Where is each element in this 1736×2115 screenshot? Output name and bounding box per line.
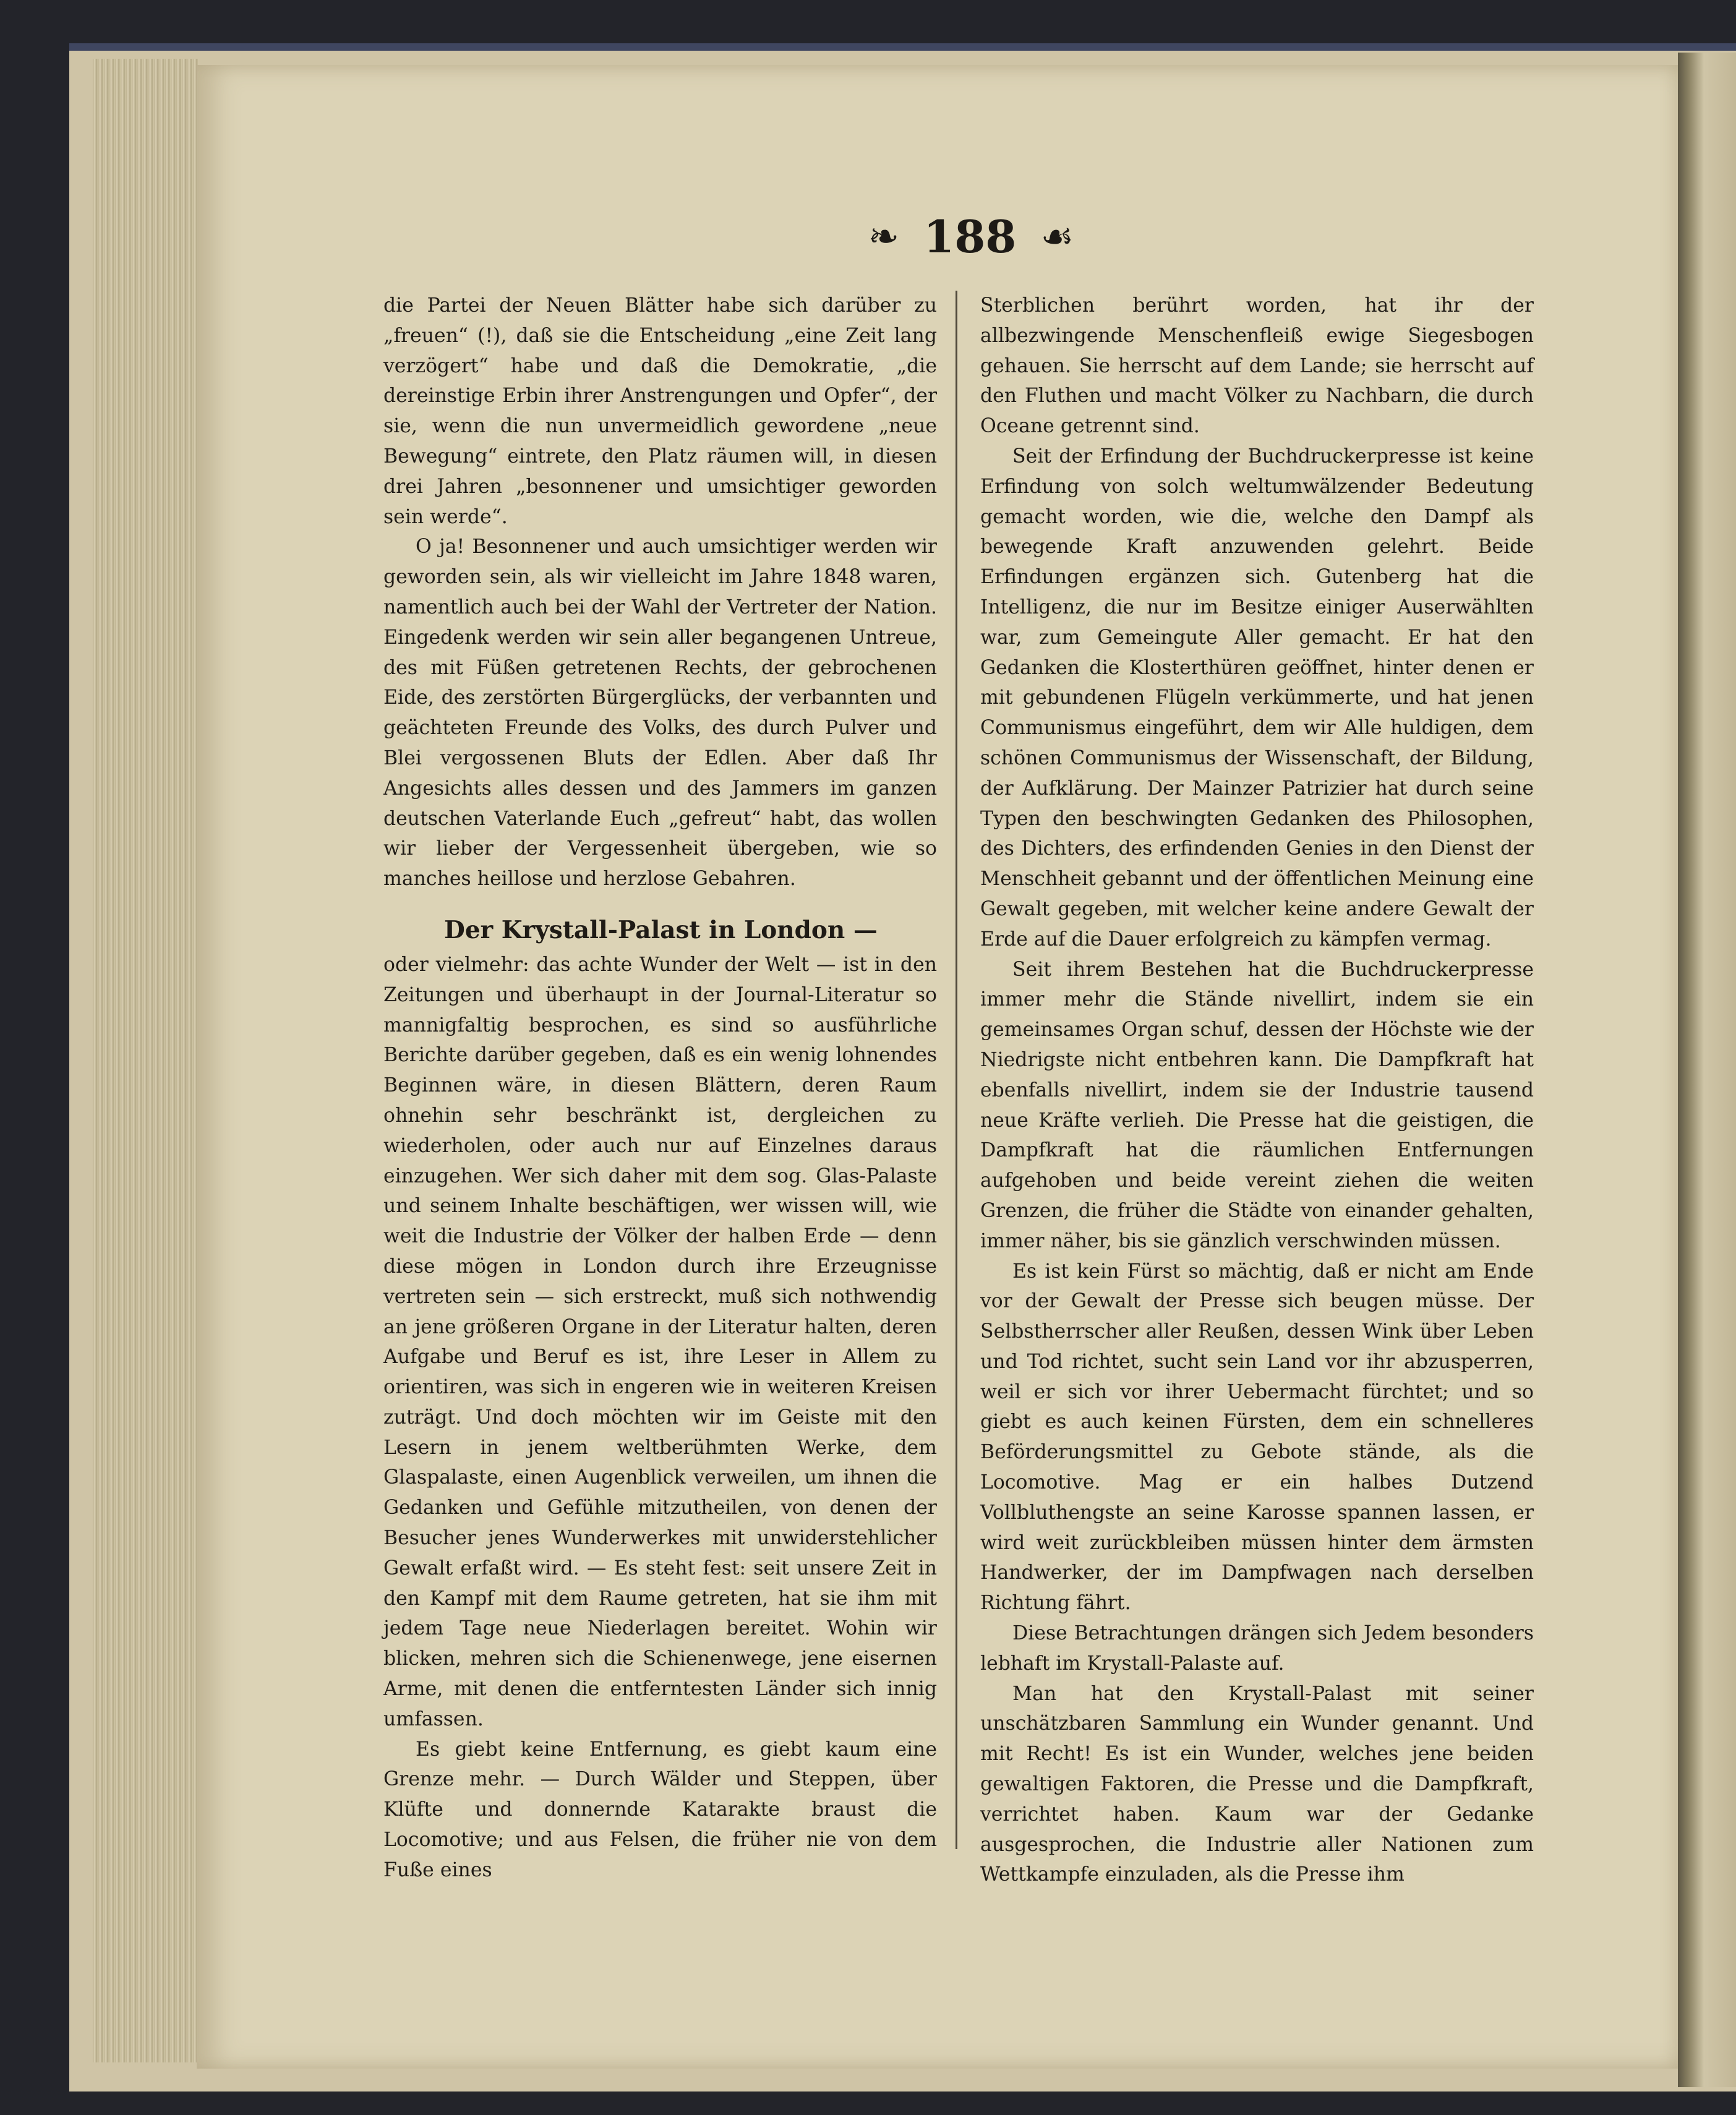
- right-column: [980, 291, 1534, 1890]
- paragraph: Sterblichen berührt worden, hat ihr der allbezwingende Menschenfleiß ewige Siegesbogen gehauen. Sie herrscht auf dem Lande; sie herrscht auf den Fluthen und macht Völker zu Nachbarn, die durch Oceane getrennt sind.: [980, 294, 1534, 438]
- paragraph: die Partei der Neuen Blätter habe sich darüber zu „freuen“ (!), daß sie die Entscheidung „eine Zeit lang verzögert“ habe und daß die Demokratie, „die dereinstige Erbin ihrer Anstrengungen und Opfer“, der sie, wenn die nun unvermeidlich gewordene „neue Bewegung“ eintrete, den Platz räumen will, in diesen drei Jahren „besonnener und umsichtiger geworden sein werde“.: [383, 294, 937, 528]
- paragraph: Es giebt keine Entfernung, es giebt kaum eine Grenze mehr. — Durch Wälder und Steppen, über Klüfte und donnernde Katarakte braust die Locomotive; und aus Felsen, die früher nie von dem Fuße eines: [383, 1738, 937, 1881]
- ornament-right-icon: ☙: [1040, 215, 1074, 258]
- book-gutter: [1678, 53, 1736, 2087]
- page-number: 188: [923, 210, 1017, 263]
- paragraph: Seit der Erfindung der Buchdruckerpresse ist keine Erfindung von solch weltumwälzender Bedeutung gemacht worden, wie die, welche den Dampf als bewegende Kraft anzuwenden gelehrt. Beide Erfindungen ergänzen sich. Gutenberg hat die Intelligenz, die nur im Besitze einiger Auserwählten war, zum Gemeingute Aller gemacht. Er hat den Gedanken die Klosterthüren geöffnet, hinter denen er mit gebundenen Flügeln verkümmerte, und hat jenen Communismus eingeführt, dem wir Alle huldigen, dem schönen Communismus der Wissenschaft, der Bildung, der Aufklärung. Der Mainzer Patrizier hat durch seine Typen den beschwingten Gedanken des Philosophen, des Dichters, des erfindenden Genies in den Dienst der Menschheit gebannt und der öffentlichen Meinung eine Gewalt gegeben, mit welcher keine andere Gewalt der Erde auf die Dauer erfolgreich zu kämpfen vermag.: [980, 445, 1534, 951]
- page-edges: [93, 59, 198, 2062]
- column-divider: [956, 291, 957, 1849]
- paragraph: oder vielmehr: das achte Wunder der Welt — ist in den Zeitungen und überhaupt in der Journal-Literatur so mannigfaltig besprochen, es sind so ausführliche Berichte darüber gegeben, daß es ein wenig lohnendes Beginnen wäre, in diesen Blättern, deren Raum ohnehin sehr beschränkt ist, dergleichen zu wiederholen, oder auch nur auf Einzelnes daraus einzugehen. Wer sich daher mit dem sog. Glas-Palaste und seinem Inhalte beschäftigen, wer wissen will, wie weit die Industrie der Völker der halben Erde — denn diese mögen in London durch ihre Erzeugnisse vertreten sein — sich erstreckt, muß sich nothwendig an jene größeren Organe in der Literatur halten, deren Aufgabe und Beruf es ist, ihre Leser in Allem zu orientiren, was sich in engeren wie in weiteren Kreisen zuträgt. Und doch möchten wir im Geiste mit den Lesern in jenem weltberühmten Werke, dem Glaspalaste, einen Augenblick verweilen, um ihnen die Gedanken und Gefühle mitzutheilen, von denen der Besucher jenes Wunderwerkes mit unwiderstehlicher Gewalt erfaßt wird. — Es steht fest: seit unsere Zeit in den Kampf mit dem Raume getreten, hat sie ihm mit jedem Tage neue Niederlagen bereitet. Wohin wir blicken, mehren sich die Schienenwege, jene eisernen Arme, mit denen die entferntesten Länder sich innig umfassen.: [383, 953, 937, 1730]
- left-column: [383, 291, 937, 1886]
- paragraph: Diese Betrachtungen drängen sich Jedem besonders lebhaft im Krystall-Palaste auf.: [980, 1622, 1534, 1675]
- ornament-left-icon: ❧: [868, 215, 899, 258]
- paragraph: Es ist kein Fürst so mächtig, daß er nicht am Ende vor der Gewalt der Presse sich beugen müsse. Der Selbstherrscher aller Reußen, dessen Wink über Leben und Tod richtet, sucht sein Land vor ihr abzusperren, weil er sich vor ihrer Uebermacht fürchtet; und so giebt es auch keinen Fürsten, dem ein schnelleres Beförderungsmittel zu Gebote stände, als die Locomotive. Mag er ein halbes Dutzend Vollbluthengste an seine Karosse spannen lassen, er wird weit zurückbleiben müssen hinter dem ärmsten Handwerker, der im Dampfwagen nach derselben Richtung fährt.: [980, 1260, 1534, 1615]
- paragraph: Seit ihrem Bestehen hat die Buchdruckerpresse immer mehr die Stände nivellirt, indem sie ein gemeinsames Organ schuf, dessen der Höchste wie der Niedrigste nicht entbehren kann. Die Dampfkraft hat ebenfalls nivellirt, indem sie der Industrie tausend neue Kräfte verlieh. Die Presse hat die geistigen, die Dampfkraft hat die räumlichen Entfernungen aufgehoben und beide vereint ziehen die weiten Grenzen, die früher die Städte von einander gehalten, immer näher, bis sie gänzlich verschwinden müssen.: [980, 958, 1534, 1252]
- paragraph: O ja! Besonnener und auch umsichtiger werden wir geworden sein, als wir vielleicht im Jahre 1848 waren, namentlich auch bei der Wahl der Vertreter der Nation. Eingedenk werden wir sein aller begangenen Untreue, des mit Füßen getretenen Rechts, der gebrochenen Eide, des zerstörten Bürgerglücks, der verbannten und geächteten Freunde des Volks, des durch Pulver und Blei vergossenen Bluts der Edlen. Aber daß Ihr Angesichts alles dessen und des Jammers im ganzen deutschen Vaterlande Euch „gefreut“ habt, das wollen wir lieber der Vergessenheit übergeben, wie so manches heillose und herzlose Gebahren.: [383, 536, 937, 891]
- paragraph: Man hat den Krystall-Palast mit seiner unschätzbaren Sammlung ein Wunder genannt. Und mit Recht! Es ist ein Wunder, welches jene beiden gewaltigen Faktoren, die Presse und die Dampfkraft, verrichtet haben. Kaum war der Gedanke ausgesprochen, die Industrie aller Nationen zum Wettkampfe einzuladen, als die Presse ihm: [980, 1682, 1534, 1886]
- section-heading: Der Krystall-Palast in London —: [444, 915, 878, 944]
- page-header: [816, 210, 1126, 272]
